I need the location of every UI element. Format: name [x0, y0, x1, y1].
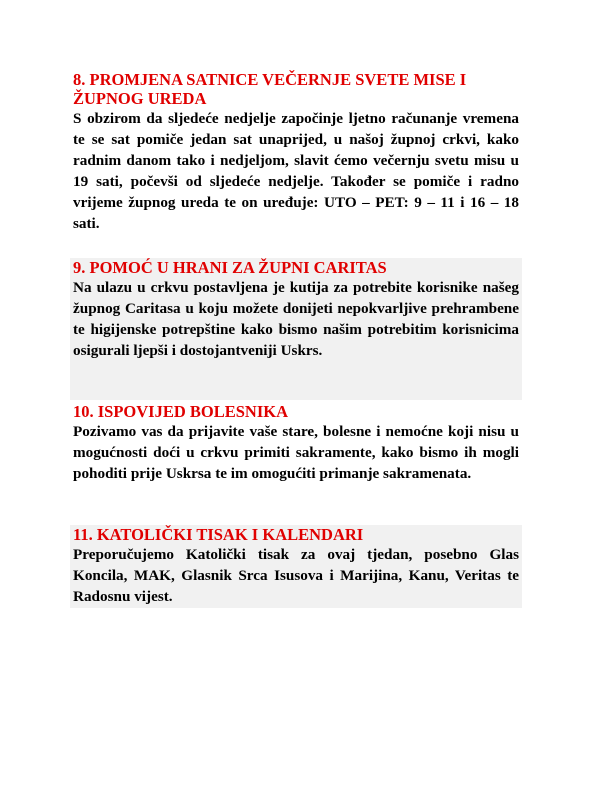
section-heading: 11. KATOLIČKI TISAK I KALENDARI	[73, 525, 364, 544]
section-text: S obzirom da sljedeće nedjelje započinje ljetno računanje vremena te se sat pomiče jedan sat unaprijed, u našoj župnoj crkvi, kako radnim danom tako i nedjeljom, slavit ćemo večernju svetu misu u 19 sati, počevši od sljedeće nedjelje. Također se pomiče i radno vrijeme župnog ureda te on uređuje: UTO – PET: 9 – 11 i 16 – 18 sati.	[73, 110, 519, 232]
section-catholic-press	[70, 525, 522, 608]
section-text: Pozivamo vas da prijavite vaše stare, bolesne i nemoćne koji nisu u mogućnosti doći u crkvu primiti sakramente, kako bismo ih mogli pohoditi prije Uskrsa te im omogućiti primanje sakramenata.	[73, 423, 519, 482]
section-caritas-food-aid	[70, 258, 522, 400]
section-heading: 9. POMOĆ U HRANI ZA ŽUPNI CARITAS	[73, 258, 387, 277]
section-text: Na ulazu u crkvu postavljena je kutija za potrebite korisnike našeg župnog Caritasa u koju možete donijeti nepokvarljive prehrambene te higijenske potrepštine kako bismo našim potrebitim korisnicima osigurali ljepši i dostojantveniji Uskrs.	[73, 279, 519, 359]
section-heading: 8. PROMJENA SATNICE VEČERNJE SVETE MISE I ŽUPNOG UREDA	[73, 70, 467, 108]
section-text: Preporučujemo Katolički tisak za ovaj tjedan, posebno Glas Koncila, MAK, Glasnik Srca Isusova i Marijina, Kanu, Veritas te Radosnu vijest.	[73, 546, 519, 605]
section-heading: 10. ISPOVIJED BOLESNIKA	[73, 402, 289, 421]
section-confession-of-sick	[70, 402, 522, 484]
section-evening-mass-schedule	[70, 70, 522, 234]
